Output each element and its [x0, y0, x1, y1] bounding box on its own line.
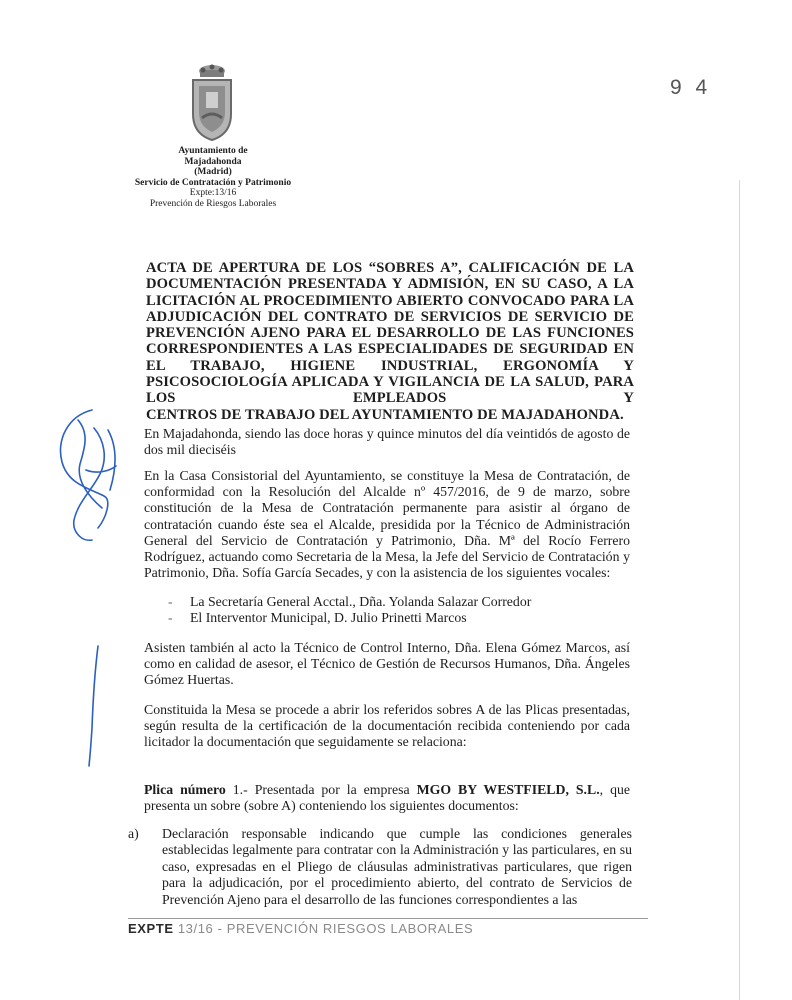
paragraph-plica [144, 782, 630, 814]
letterhead-line: Prevención de Riesgos Laborales [149, 198, 277, 209]
paragraph-mesa: En la Casa Consistorial del Ayuntamiento, se constituye la Mesa de Contratación, de conformidad con la Resolución del Alcalde nº 457/2016, de 9 de marzo, sobre constitución de la Mesa de Contratación permanente para asistir al órgano de contratación cuando éste sea el Alcalde, presidida por la Técnico de Administración General del Servicio de Contratación y Patrimonio, Dña. Mª del Rocío Ferrero Rodríguez, actuando como Secretaria de la Mesa, la Jefe del Servicio de Contratación y Patrimonio, Dña. Sofía García Secades, y con la asistencia de los siguientes vocales: [144, 468, 630, 581]
letterhead-line: Expte:13/16 [189, 188, 237, 198]
page-edge-line [739, 180, 740, 1000]
plica-text: 1.- Presentada por la empresa [225, 782, 417, 797]
footer-text: 13/16 - PREVENCIÓN RIESGOS LABORALES [173, 921, 474, 936]
coat-of-arms-icon [184, 62, 240, 142]
page-number: 9 4 [670, 76, 712, 99]
item-letter: a) [128, 826, 139, 841]
title-last-line: CENTROS DE TRABAJO DEL AYUNTAMIENTO DE MAJADAHONDA. [146, 406, 624, 423]
document-item-a [128, 826, 632, 908]
page-footer [128, 918, 648, 943]
company-name: MGO BY WESTFIELD, S.L. [416, 782, 600, 797]
paragraph-constituida: Constituida la Mesa se procede a abrir los referidos sobres A de las Plicas presentadas, según resulta de la certificación de la documentación recibida conteniendo por cada licitador la documentación que seguidamente se relaciona: [144, 702, 630, 750]
item-text: Declaración responsable indicando que cumple las condiciones generales establecidas legalmente para contratar con la Administración y las particulares, en su caso, expresadas en el Pliego de cláusulas administrativas particulares, que rigen para la adjudicación, por el procedimiento abierto, del contrato de Servicios de Prevención Ajeno para el desarrollo de las funciones correspondientes a las [162, 826, 632, 907]
plica-label: Plica número [144, 782, 226, 797]
letterhead-line: (Madrid) [194, 167, 232, 177]
list-dash: - [168, 594, 173, 609]
list-item [168, 610, 531, 626]
letterhead-line: Majadahonda [184, 156, 242, 167]
letterhead-line: Servicio de Contratación y Patrimonio [134, 177, 292, 188]
document-title [146, 260, 634, 423]
letterhead-line: Ayuntamiento de [178, 146, 248, 156]
plica-text-end: , que presenta un sobre (sobre A) conteniendo los siguientes documentos: [144, 782, 630, 814]
list-item-text: La Secretaría General Acctal., Dña. Yolanda Salazar Corredor [190, 594, 532, 609]
title-text: ACTA DE APERTURA DE LOS “SOBRES A”, CALIFICACIÓN DE LA DOCUMENTACIÓN PRESENTADA Y ADMISIÓN, EN SU CASO, A LA LICITACIÓN AL PROCEDIMIENTO ABIERTO CONVOCADO PARA LA ADJUDICACIÓN DEL CONTRATO DE SERVICIOS DE SERVICIO DE PREVENCIÓN AJENO PARA EL DESARROLLO DE LAS FUNCIONES CORRESPONDIENTES A LAS ESPECIALIDADES DE SEGURIDAD EN EL TRABAJO, HIGIENE INDUSTRIAL, ERGONOMÍA Y PSICOSOCIOLOGÍA APLICADA Y VIGILANCIA DE LA SALUD, PARA LOS EMPLEADOS Y [146, 260, 634, 407]
footer-bold: EXPTE [128, 921, 174, 936]
list-item [168, 594, 531, 610]
letterhead [128, 146, 298, 209]
margin-initial-mark-icon [78, 640, 108, 770]
paragraph-date: En Majadahonda, siendo las doce horas y quince minutos del día veintidós de agosto de dos mil dieciséis [144, 426, 630, 458]
paragraph-asisten: Asisten también al acto la Técnico de Control Interno, Dña. Elena Gómez Marcos, así como en calidad de asesor, el Técnico de Gestión de Recursos Humanos, Dña. Ángeles Gómez Huertas. [144, 640, 630, 688]
list-dash: - [168, 610, 173, 625]
vocales-list [168, 594, 531, 626]
list-item-text: El Interventor Municipal, D. Julio Prinetti Marcos [190, 610, 467, 625]
handwritten-signature-icon [48, 400, 128, 550]
